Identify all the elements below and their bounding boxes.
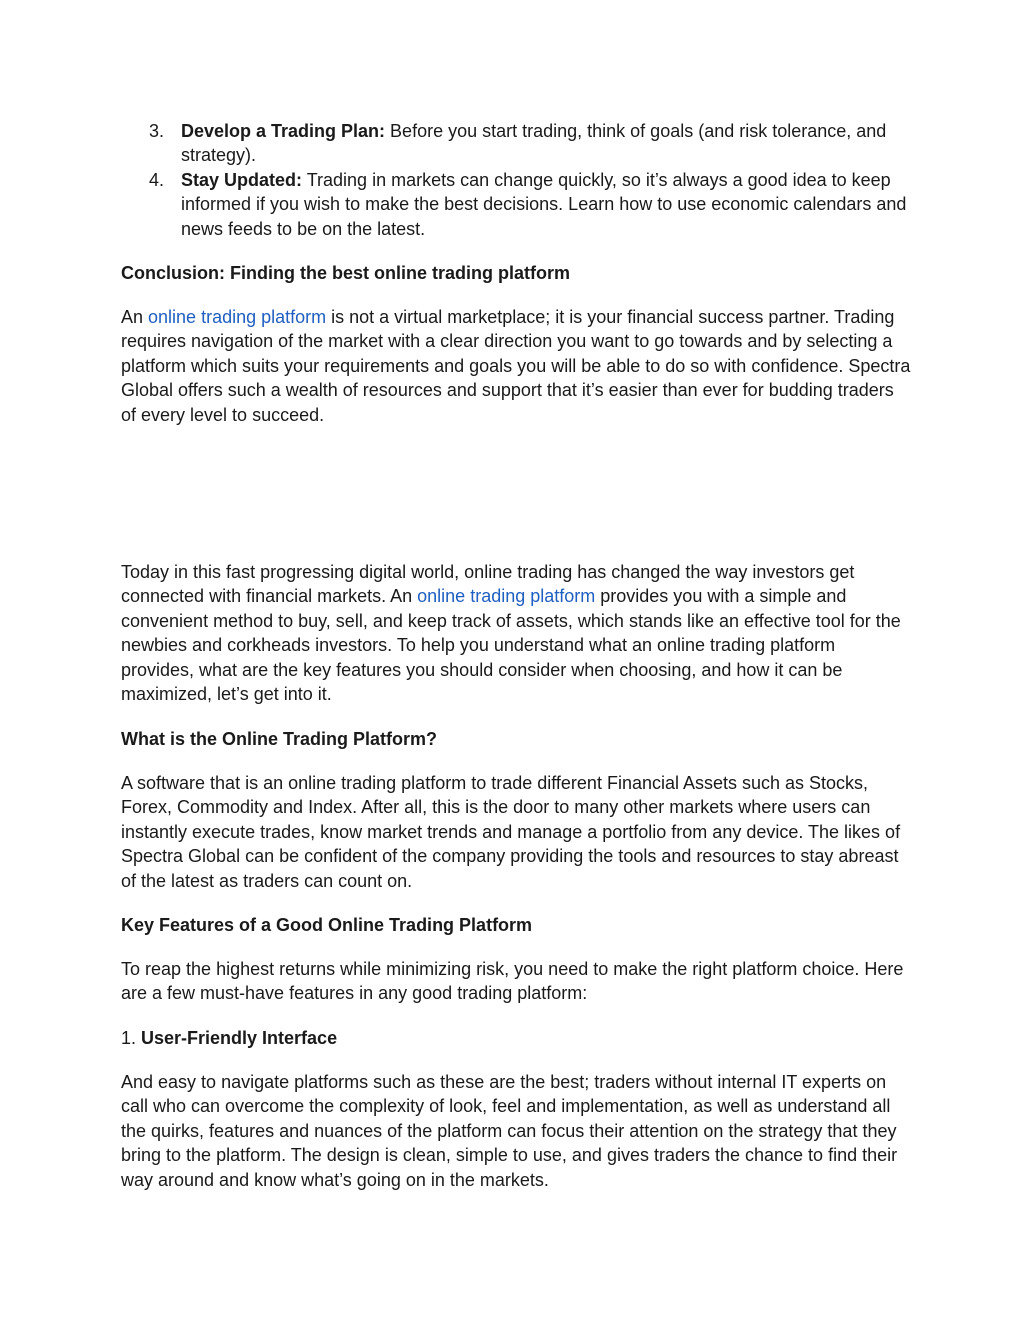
list-item xyxy=(121,119,911,168)
what-is-heading: What is the Online Trading Platform? xyxy=(121,729,438,749)
list-item-text: Before you start trading, think of goals (and risk tolerance, and strategy). xyxy=(181,121,887,166)
conclusion-heading: Conclusion: Finding the best online trading platform xyxy=(121,263,570,283)
list-item-text: Trading in markets can change quickly, so it’s always a good idea to keep informed if you wish to make the best decisions. Learn how to use economic calendars and news feeds to be on the latest. xyxy=(181,169,907,239)
what-is-paragraph: A software that is an online trading platform to trade different Financial Assets such as Stocks, Forex, Commodity and Index. After all, this is the door to many other markets where users can instantly execute trades, know market trends and manage a portfolio from any device. The likes of Spectra Global can be confident of the company providing the tools and resources to stay abreast of the latest as traders can count on. xyxy=(121,773,901,891)
online-trading-platform-link[interactable]: online trading platform xyxy=(148,307,327,327)
feature-1-title: User-Friendly Interface xyxy=(141,1028,338,1048)
conclusion-text-start: An xyxy=(121,307,149,327)
online-trading-platform-link[interactable]: online trading platform xyxy=(417,586,596,607)
conclusion-paragraph xyxy=(121,305,911,427)
key-features-paragraph: To reap the highest returns while minimizing risk, you need to make the right platform choice. Here are a few must-have features in any good trading platform: xyxy=(121,959,904,1004)
feature-1-heading xyxy=(121,1026,911,1050)
feature-1-number: 1. xyxy=(121,1028,142,1048)
intro-paragraph xyxy=(121,560,911,706)
numbered-list xyxy=(121,119,911,241)
conclusion-text-end: is not a virtual marketplace; it is your financial success partner. Trading requires navigation of the market with a clear direction you want to go towards and by selecting a platform which suits your requirements and goals you will be able to do so with confidence. Spectra Global offers such a wealth of resources and support that it’s easier than ever for budding traders of every level to succeed. xyxy=(121,307,911,425)
list-item-title: Stay Updated: xyxy=(181,169,303,190)
feature-1-paragraph: And easy to navigate platforms such as these are the best; traders without internal IT experts on call who can overcome the complexity of look, feel and implementation, as well as understand all the quirks, features and nuances of the platform can focus their attention on the strategy that they bring to the platform. The design is clean, simple to use, and gives traders the chance to find their way around and know what’s going on in the markets. xyxy=(121,1072,898,1190)
key-features-heading: Key Features of a Good Online Trading Platform xyxy=(121,915,533,935)
intro-text-end: provides you with a simple and convenient method to buy, sell, and keep track of assets, which stands like an effective tool for the newbies and corkheads investors. To help you understand what an online trading platform provides, what are the key features you should consider when choosing, and how it can be maximized, let’s get into it. xyxy=(121,586,901,705)
list-item-number: 3. xyxy=(149,121,165,141)
intro-text-start: Today in this fast progressing digital world, online trading has changed the way investors get connected with financial markets. An xyxy=(121,562,855,607)
list-item-number: 4. xyxy=(149,169,165,190)
list-item-title: Develop a Trading Plan: xyxy=(181,121,386,141)
list-item xyxy=(121,168,911,241)
